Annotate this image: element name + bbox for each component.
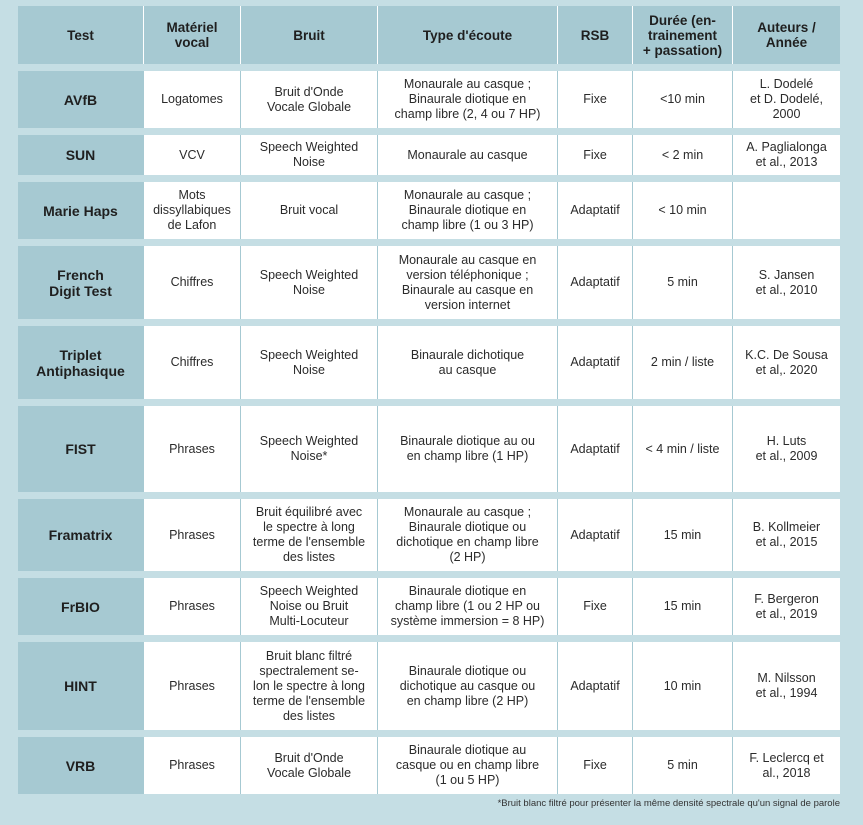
cell-duree: < 4 min / liste xyxy=(632,406,732,492)
cell-test: FIST xyxy=(18,406,143,492)
table-row xyxy=(18,246,840,319)
row-spacer-cell xyxy=(18,64,840,71)
cell-ecoute: Binaurale diotique au ou en champ libre (1 HP) xyxy=(377,406,557,492)
table-row xyxy=(18,71,840,128)
cell-duree: 10 min xyxy=(632,642,732,730)
cell-ecoute: Monaurale au casque ; Binaurale diotique ou dichotique en champ libre (2 HP) xyxy=(377,499,557,571)
cell-test: SUN xyxy=(18,135,143,175)
row-spacer xyxy=(18,239,840,246)
cell-bruit: Speech Weighted Noise ou Bruit Multi-Locuteur xyxy=(240,578,377,635)
row-spacer xyxy=(18,730,840,737)
header-row xyxy=(18,6,840,64)
row-spacer xyxy=(18,635,840,642)
header-test: Test xyxy=(18,6,143,64)
cell-test: Framatrix xyxy=(18,499,143,571)
header-duree: Durée (en- trainement + passation) xyxy=(632,6,732,64)
cell-auteurs: S. Jansen et al., 2010 xyxy=(732,246,840,319)
cell-duree: < 10 min xyxy=(632,182,732,239)
cell-rsb: Adaptatif xyxy=(557,642,632,730)
cell-bruit: Bruit vocal xyxy=(240,182,377,239)
cell-auteurs: M. Nilsson et al., 1994 xyxy=(732,642,840,730)
table-row xyxy=(18,135,840,175)
cell-rsb: Adaptatif xyxy=(557,326,632,399)
cell-auteurs: F. Bergeron et al., 2019 xyxy=(732,578,840,635)
row-spacer xyxy=(18,128,840,135)
cell-ecoute: Monaurale au casque ; Binaurale diotique en champ libre (2, 4 ou 7 HP) xyxy=(377,71,557,128)
cell-rsb: Adaptatif xyxy=(557,406,632,492)
cell-duree: < 2 min xyxy=(632,135,732,175)
table-row xyxy=(18,578,840,635)
cell-bruit: Bruit blanc filtré spectralement se- lon le spectre à long terme de l'ensemble des listes xyxy=(240,642,377,730)
cell-bruit: Bruit équilibré avec le spectre à long terme de l'ensemble des listes xyxy=(240,499,377,571)
cell-ecoute: Monaurale au casque ; Binaurale diotique en champ libre (1 ou 3 HP) xyxy=(377,182,557,239)
row-spacer-cell xyxy=(18,492,840,499)
cell-bruit: Speech Weighted Noise xyxy=(240,326,377,399)
cell-test: HINT xyxy=(18,642,143,730)
row-spacer-cell xyxy=(18,319,840,326)
cell-materiel: Phrases xyxy=(143,737,240,794)
cell-rsb: Adaptatif xyxy=(557,246,632,319)
cell-ecoute: Binaurale dichotique au casque xyxy=(377,326,557,399)
cell-ecoute: Monaurale au casque xyxy=(377,135,557,175)
cell-materiel: Phrases xyxy=(143,642,240,730)
row-spacer xyxy=(18,319,840,326)
cell-auteurs: K.C. De Sousa et al,. 2020 xyxy=(732,326,840,399)
cell-rsb: Adaptatif xyxy=(557,499,632,571)
cell-materiel: Phrases xyxy=(143,499,240,571)
cell-duree: 2 min / liste xyxy=(632,326,732,399)
row-spacer xyxy=(18,64,840,71)
cell-rsb: Fixe xyxy=(557,135,632,175)
row-spacer xyxy=(18,399,840,406)
cell-bruit: Speech Weighted Noise xyxy=(240,135,377,175)
cell-test: Triplet Antiphasique xyxy=(18,326,143,399)
cell-test: French Digit Test xyxy=(18,246,143,319)
cell-bruit: Bruit d'Onde Vocale Globale xyxy=(240,71,377,128)
cell-auteurs: L. Dodelé et D. Dodelé, 2000 xyxy=(732,71,840,128)
cell-rsb: Adaptatif xyxy=(557,182,632,239)
table-row xyxy=(18,182,840,239)
cell-rsb: Fixe xyxy=(557,737,632,794)
cell-rsb: Fixe xyxy=(557,71,632,128)
row-spacer-cell xyxy=(18,571,840,578)
cell-duree: 15 min xyxy=(632,499,732,571)
row-spacer xyxy=(18,492,840,499)
cell-ecoute: Binaurale diotique ou dichotique au casque ou en champ libre (2 HP) xyxy=(377,642,557,730)
cell-auteurs: H. Luts et al., 2009 xyxy=(732,406,840,492)
cell-test: VRB xyxy=(18,737,143,794)
row-spacer-cell xyxy=(18,635,840,642)
cell-test: Marie Haps xyxy=(18,182,143,239)
cell-duree: 5 min xyxy=(632,737,732,794)
table-container xyxy=(18,6,840,794)
table-body xyxy=(18,64,840,794)
footnote: *Bruit blanc filtré pour présenter la même densité spectrale qu'un signal de parole xyxy=(497,798,840,809)
cell-auteurs xyxy=(732,182,840,239)
cell-materiel: Mots dissyllabiques de Lafon xyxy=(143,182,240,239)
header-rsb: RSB xyxy=(557,6,632,64)
header-ecoute: Type d'écoute xyxy=(377,6,557,64)
cell-materiel: VCV xyxy=(143,135,240,175)
cell-auteurs: B. Kollmeier et al., 2015 xyxy=(732,499,840,571)
cell-materiel: Phrases xyxy=(143,578,240,635)
cell-test: AVfB xyxy=(18,71,143,128)
row-spacer xyxy=(18,571,840,578)
cell-bruit: Bruit d'Onde Vocale Globale xyxy=(240,737,377,794)
cell-duree: 5 min xyxy=(632,246,732,319)
cell-test: FrBIO xyxy=(18,578,143,635)
header-bruit: Bruit xyxy=(240,6,377,64)
cell-bruit: Speech Weighted Noise xyxy=(240,246,377,319)
row-spacer-cell xyxy=(18,128,840,135)
cell-bruit: Speech Weighted Noise* xyxy=(240,406,377,492)
cell-materiel: Chiffres xyxy=(143,246,240,319)
cell-duree: 15 min xyxy=(632,578,732,635)
cell-materiel: Logatomes xyxy=(143,71,240,128)
table-row xyxy=(18,642,840,730)
cell-auteurs: F. Leclercq et al., 2018 xyxy=(732,737,840,794)
cell-ecoute: Monaurale au casque en version téléphonique ; Binaurale au casque en version internet xyxy=(377,246,557,319)
table-row xyxy=(18,737,840,794)
row-spacer xyxy=(18,175,840,182)
table-row xyxy=(18,326,840,399)
cell-auteurs: A. Paglialonga et al., 2013 xyxy=(732,135,840,175)
cell-rsb: Fixe xyxy=(557,578,632,635)
cell-materiel: Phrases xyxy=(143,406,240,492)
header-auteurs: Auteurs / Année xyxy=(732,6,840,64)
hearing-tests-table xyxy=(18,6,840,794)
row-spacer-cell xyxy=(18,399,840,406)
cell-materiel: Chiffres xyxy=(143,326,240,399)
row-spacer-cell xyxy=(18,730,840,737)
header-materiel: Matériel vocal xyxy=(143,6,240,64)
table-row xyxy=(18,406,840,492)
cell-duree: <10 min xyxy=(632,71,732,128)
cell-ecoute: Binaurale diotique en champ libre (1 ou 2 HP ou système immersion = 8 HP) xyxy=(377,578,557,635)
row-spacer-cell xyxy=(18,175,840,182)
cell-ecoute: Binaurale diotique au casque ou en champ libre (1 ou 5 HP) xyxy=(377,737,557,794)
table-row xyxy=(18,499,840,571)
row-spacer-cell xyxy=(18,239,840,246)
